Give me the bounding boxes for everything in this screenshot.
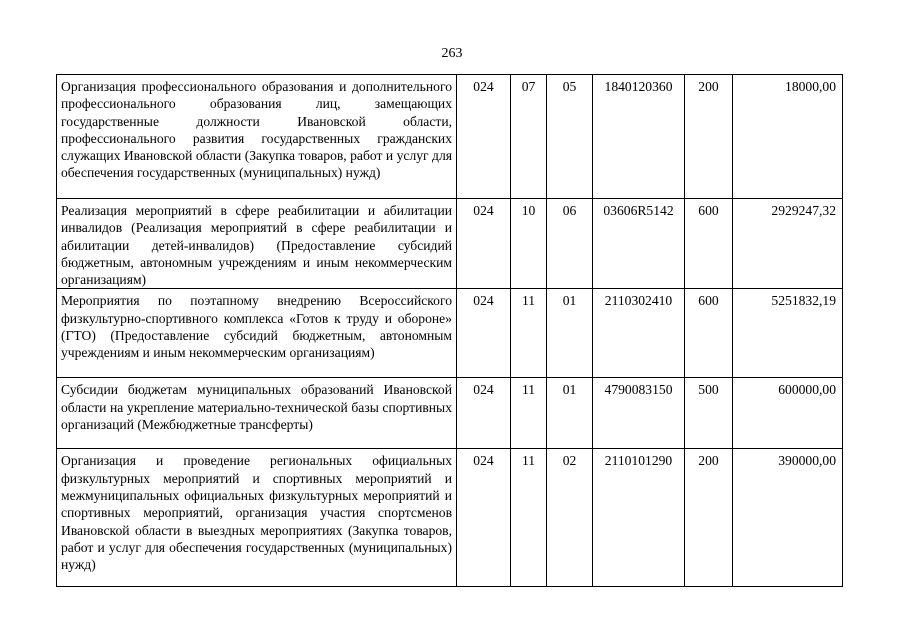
- amount-value: 390000,00: [733, 449, 843, 587]
- ministry-code: 024: [457, 199, 511, 289]
- amount-value: 2929247,32: [733, 199, 843, 289]
- section-code: 11: [511, 378, 547, 449]
- table-row: [57, 289, 843, 378]
- table-row: [57, 378, 843, 449]
- section-code: 11: [511, 449, 547, 587]
- target-article-code: 2110101290: [593, 449, 685, 587]
- section-code: 07: [511, 75, 547, 199]
- expense-type-code: 600: [685, 289, 733, 378]
- ministry-code: 024: [457, 75, 511, 199]
- ministry-code: 024: [457, 289, 511, 378]
- expense-type-code: 500: [685, 378, 733, 449]
- row-description: Субсидии бюджетам муниципальных образований Ивановской области на укрепление материально-технической базы спортивных организаций (Межбюджетные трансферты): [57, 378, 457, 449]
- subsection-code: 02: [547, 449, 593, 587]
- subsection-code: 01: [547, 289, 593, 378]
- row-description: Организация и проведение региональных официальных физкультурных мероприятий и спортивных мероприятий и межмуниципальных официальных физкультурных мероприятий и спортивных мероприятий, организация участия спортсменов Ивановской области в выездных мероприятиях (Закупка товаров, работ и услуг для обеспечения государственных (муниципальных) нужд): [57, 449, 457, 587]
- expense-type-code: 200: [685, 449, 733, 587]
- ministry-code: 024: [457, 449, 511, 587]
- section-code: 10: [511, 199, 547, 289]
- ministry-code: 024: [457, 378, 511, 449]
- amount-value: 18000,00: [733, 75, 843, 199]
- row-description: Мероприятия по поэтапному внедрению Всероссийского физкультурно-спортивного комплекса «Готов к труду и обороне» (ГТО) (Предоставление субсидий бюджетным, автономным учреждениям и иным некоммерческим организациям): [57, 289, 457, 378]
- amount-value: 5251832,19: [733, 289, 843, 378]
- table-row: [57, 449, 843, 587]
- target-article-code: 03606R5142: [593, 199, 685, 289]
- row-description: Реализация мероприятий в сфере реабилитации и абилитации инвалидов (Реализация мероприятий в сфере реабилитации и абилитации детей-инвалидов) (Предоставление субсидий бюджетным, автономным учреждениям и иным некоммерческим организациям): [57, 199, 457, 289]
- subsection-code: 01: [547, 378, 593, 449]
- expense-type-code: 200: [685, 75, 733, 199]
- amount-value: 600000,00: [733, 378, 843, 449]
- target-article-code: 4790083150: [593, 378, 685, 449]
- section-code: 11: [511, 289, 547, 378]
- target-article-code: 2110302410: [593, 289, 685, 378]
- target-article-code: 1840120360: [593, 75, 685, 199]
- table-row: [57, 199, 843, 289]
- budget-table: [56, 74, 843, 587]
- expense-type-code: 600: [685, 199, 733, 289]
- subsection-code: 05: [547, 75, 593, 199]
- page-number: 263: [441, 46, 463, 61]
- table-row: [57, 75, 843, 199]
- subsection-code: 06: [547, 199, 593, 289]
- row-description: Организация профессионального образования и дополнительного профессионального образования лиц, замещающих государственные должности Ивановской области, профессионального развития государственных гражданских служащих Ивановской области (Закупка товаров, работ и услуг для обеспечения государственных (муниципальных) нужд): [57, 75, 457, 199]
